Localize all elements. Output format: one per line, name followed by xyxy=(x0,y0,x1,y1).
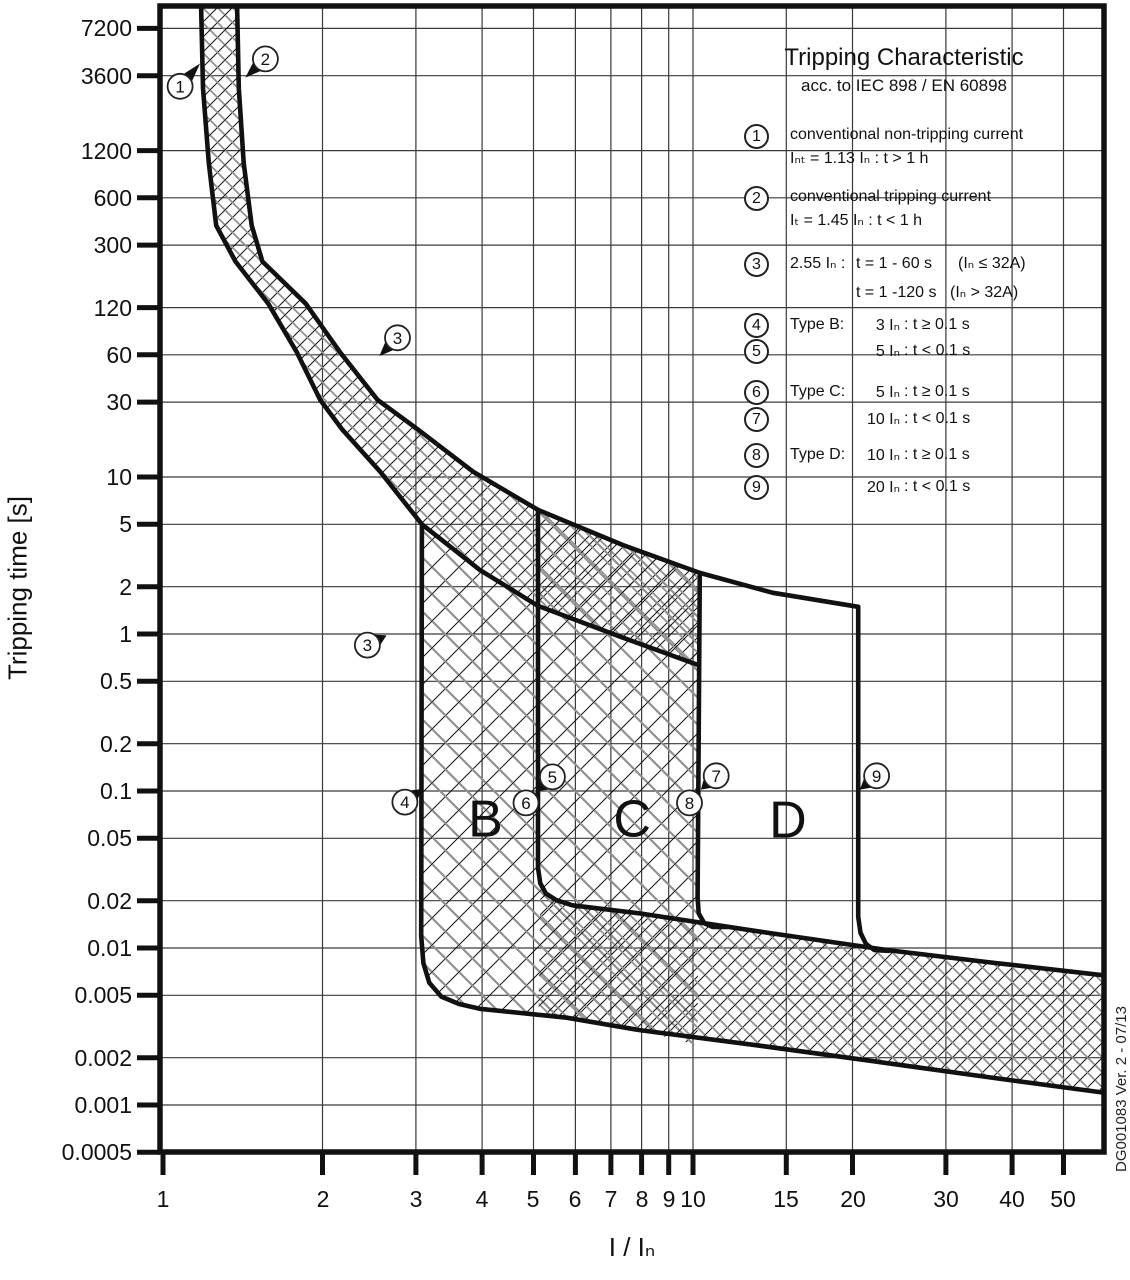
legend-value: 3 Iₙ xyxy=(875,317,900,334)
x-tick-label: 7 xyxy=(604,1186,618,1212)
legend-value: 5 Iₙ xyxy=(875,343,900,360)
legend-type: Type C: xyxy=(790,383,846,400)
svg-text:2: 2 xyxy=(260,49,271,69)
curve-marker-7 xyxy=(701,763,729,789)
legend-value: 20 Iₙ xyxy=(866,479,900,496)
chart-title: Tripping Characteristic xyxy=(784,44,1024,71)
y-tick-label: 7200 xyxy=(80,15,132,41)
y-tick-label: 0.005 xyxy=(74,982,132,1008)
legend-condition: : t ≥ 0.1 s xyxy=(904,446,970,463)
svg-text:3: 3 xyxy=(362,636,373,656)
y-tick-label: 5 xyxy=(119,511,132,537)
y-tick-label: 0.05 xyxy=(87,825,132,851)
magnetic-tolerance-band xyxy=(539,894,1104,1093)
x-tick-label: 3 xyxy=(409,1186,423,1212)
curve-marker-3 xyxy=(355,633,387,658)
legend-condition: (Iₙ > 32A) xyxy=(950,284,1019,301)
zone-B xyxy=(421,525,538,1016)
svg-text:8: 8 xyxy=(684,793,695,813)
x-tick-label: 50 xyxy=(1050,1186,1076,1212)
legend-condition: : t < 0.1 s xyxy=(904,410,971,427)
x-axis-title: I / Iₙ xyxy=(608,1232,656,1262)
curve-marker-1 xyxy=(168,64,201,99)
legend-formula: Iₜ = 1.45 Iₙ : t < 1 h xyxy=(790,212,923,229)
legend-number-7: 7 xyxy=(744,407,769,432)
x-tick-label: 9 xyxy=(662,1186,676,1212)
x-tick-label: 8 xyxy=(635,1186,649,1212)
svg-text:5: 5 xyxy=(547,767,558,787)
legend-number-8: 8 xyxy=(744,443,769,468)
x-tick-label: 5 xyxy=(526,1186,540,1212)
y-tick-label: 600 xyxy=(93,185,132,211)
legend-condition: (Iₙ ≤ 32A) xyxy=(958,255,1026,272)
curve-marker-3 xyxy=(379,325,410,356)
legend-condition: : t < 0.1 s xyxy=(904,478,971,495)
x-tick-label: 1 xyxy=(156,1186,170,1212)
legend-number-6: 6 xyxy=(744,380,769,405)
svg-text:1: 1 xyxy=(175,77,185,97)
svg-text:9: 9 xyxy=(871,766,882,786)
y-tick-label: 0.2 xyxy=(100,731,132,757)
y-axis-title: Tripping time [s] xyxy=(2,496,33,680)
x-tick-label: 6 xyxy=(568,1186,582,1212)
y-tick-label: 10 xyxy=(106,464,132,490)
legend-text: conventional non-tripping current xyxy=(790,126,1024,143)
x-tick-label: 20 xyxy=(840,1186,866,1212)
x-tick-label: 4 xyxy=(475,1186,489,1212)
y-tick-label: 120 xyxy=(93,295,132,321)
y-tick-label: 0.1 xyxy=(100,778,132,804)
y-tick-label: 0.5 xyxy=(100,668,132,694)
svg-text:4: 4 xyxy=(400,793,410,813)
y-tick-label: 0.002 xyxy=(74,1045,132,1071)
x-tick-label: 30 xyxy=(933,1186,959,1212)
legend-number-9: 9 xyxy=(744,475,769,500)
y-tick-label: 30 xyxy=(106,389,132,415)
legend-value: t = 1 -120 s xyxy=(856,284,937,301)
y-tick-label: 0.0005 xyxy=(61,1139,132,1165)
x-tick-label: 15 xyxy=(773,1186,799,1212)
svg-text:6: 6 xyxy=(521,793,531,813)
legend-number-5: 5 xyxy=(744,339,769,364)
legend-condition: : t < 0.1 s xyxy=(904,342,971,359)
svg-text:3: 3 xyxy=(392,328,403,348)
x-tick-label: 10 xyxy=(680,1186,706,1212)
legend-formula: Iₙₜ = 1.13 Iₙ : t > 1 h xyxy=(790,150,929,167)
y-tick-label: 60 xyxy=(106,342,132,368)
zone-label-D: D xyxy=(769,791,807,850)
curve-marker-6 xyxy=(514,790,539,815)
chart-subtitle: acc. to IEC 898 / EN 60898 xyxy=(800,76,1007,95)
y-tick-label: 0.02 xyxy=(87,888,132,914)
legend-number-3: 3 xyxy=(744,252,769,277)
y-tick-label: 300 xyxy=(93,232,132,258)
curve-marker-2 xyxy=(245,46,278,77)
y-tick-label: 3600 xyxy=(80,63,132,89)
legend-type: Type B: xyxy=(790,316,845,333)
legend-text: 2.55 Iₙ : xyxy=(790,255,846,272)
svg-text:7: 7 xyxy=(711,766,721,786)
y-tick-label: 0.001 xyxy=(74,1092,132,1118)
legend-condition: : t ≥ 0.1 s xyxy=(904,383,970,400)
legend-text: conventional tripping current xyxy=(790,188,992,205)
curve-marker-5 xyxy=(539,764,565,791)
legend-number-2: 2 xyxy=(744,186,769,211)
legend-number-4: 4 xyxy=(744,313,769,338)
series xyxy=(698,573,728,927)
zone-label-C: C xyxy=(613,790,651,849)
curve-marker-8 xyxy=(677,790,702,815)
x-tick-label: 40 xyxy=(999,1186,1025,1212)
y-tick-label: 1 xyxy=(119,621,132,647)
legend-value: 10 Iₙ xyxy=(866,411,900,428)
legend-value: 5 Iₙ xyxy=(875,384,900,401)
zone-label-B: B xyxy=(468,790,503,849)
y-tick-label: 2 xyxy=(119,574,132,600)
x-tick-label: 2 xyxy=(316,1186,330,1212)
legend-value: 10 Iₙ xyxy=(866,447,900,464)
legend-value: t = 1 - 60 s xyxy=(856,255,933,272)
legend-condition: : t ≥ 0.1 s xyxy=(904,316,970,333)
legend-type: Type D: xyxy=(790,446,846,463)
document-reference: DG001083 Ver. 2 - 07/13 xyxy=(1113,1006,1130,1172)
legend-number-1: 1 xyxy=(744,124,769,149)
curve-marker-4 xyxy=(392,789,422,815)
y-tick-label: 0.01 xyxy=(87,935,132,961)
curve-marker-9 xyxy=(860,763,889,789)
y-tick-label: 1200 xyxy=(80,138,132,164)
